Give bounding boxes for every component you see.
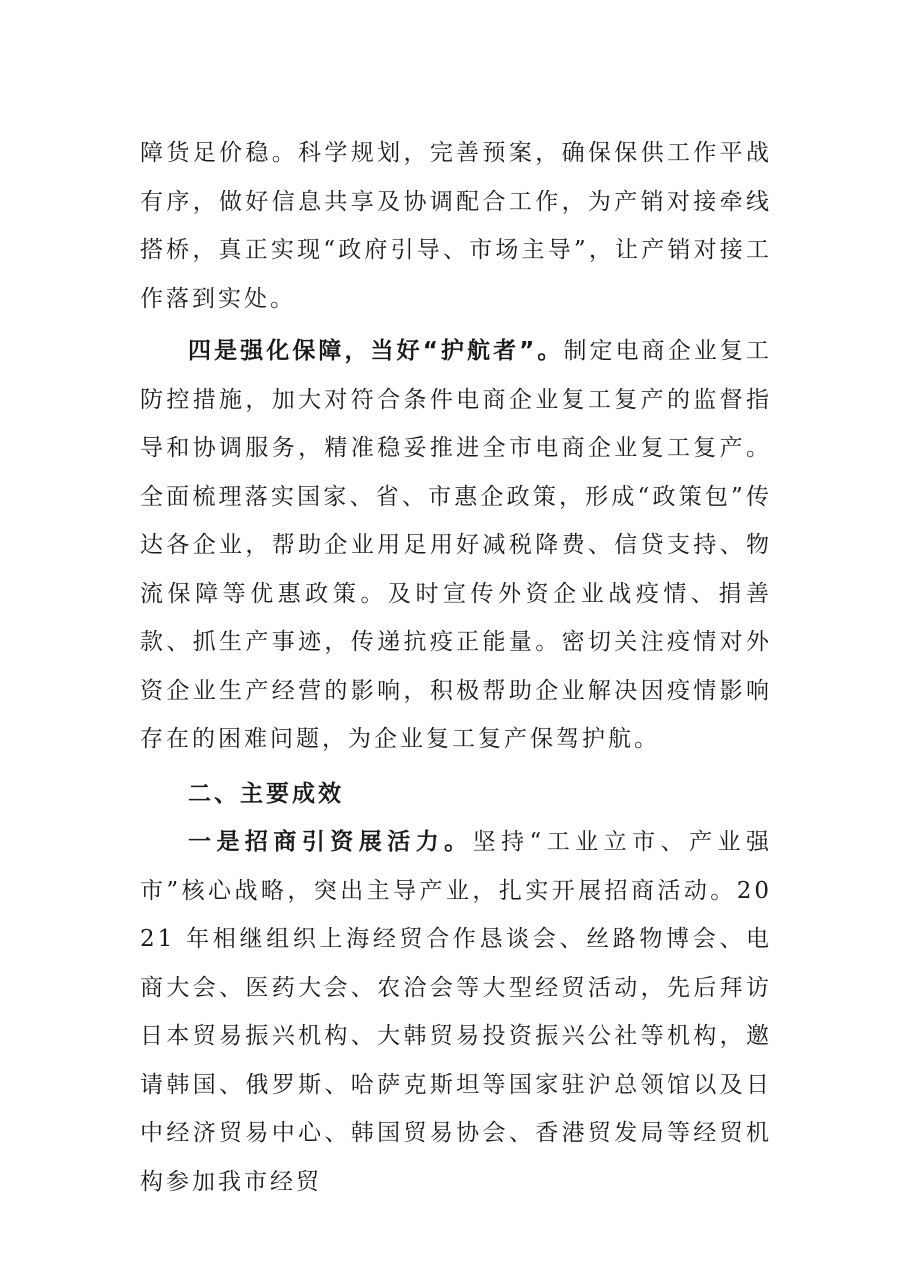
paragraph-text: 坚持“工业立市、产业强市”核心战略，突出主导产业，扎实开展招商活动。2021 年相继组织上海经贸合作恳谈会、丝路物博会、电商大会、医药大会、农洽会等大型经贸活动，先后拜访日本贸易振兴机构、大韩贸易投资振兴公社等机构，邀请韩国、俄罗斯、哈萨克斯坦等国家驻沪总领馆以及日中经济贸易中心、韩国贸易协会、香港贸发局等经贸机构参加我市经贸 — [140, 829, 773, 1195]
paragraph-lead-heading: 四是强化保障，当好“护航者”。 — [188, 338, 564, 364]
paragraph-lead-heading: 一是招商引资展活力。 — [188, 829, 473, 855]
paragraph-text: 制定电商企业复工防控措施，加大对符合条件电商企业复工复产的监督指导和协调服务，精准稳妥推进全市电商企业复工复产。全面梳理落实国家、省、市惠企政策，形成“政策包”传达各企业，帮助企业用足用好减税降费、信贷支持、物流保障等优惠政策。及时宣传外资企业战疫情、捐善款、抓生产事迹，传递抗疫正能量。密切关注疫情对外资企业生产经营的影响，积极帮助企业解决因疫情影响存在的困难问题，为企业复工复产保驾护航。 — [140, 338, 772, 752]
paragraph-investment-attraction — [140, 818, 772, 1206]
paragraph-strengthen-guarantee — [140, 327, 772, 764]
paragraph-text: 障货足价稳。科学规划，完善预案，确保保供工作平战有序，做好信息共享及协调配合工作，为产销对接牵线搭桥，真正实现“政府引导、市场主导”，让产销对接工作落到实处。 — [140, 140, 772, 312]
section-heading: 二、主要成效 — [188, 780, 344, 807]
document-page — [140, 125, 772, 1206]
paragraph-supply-assurance — [140, 129, 772, 323]
